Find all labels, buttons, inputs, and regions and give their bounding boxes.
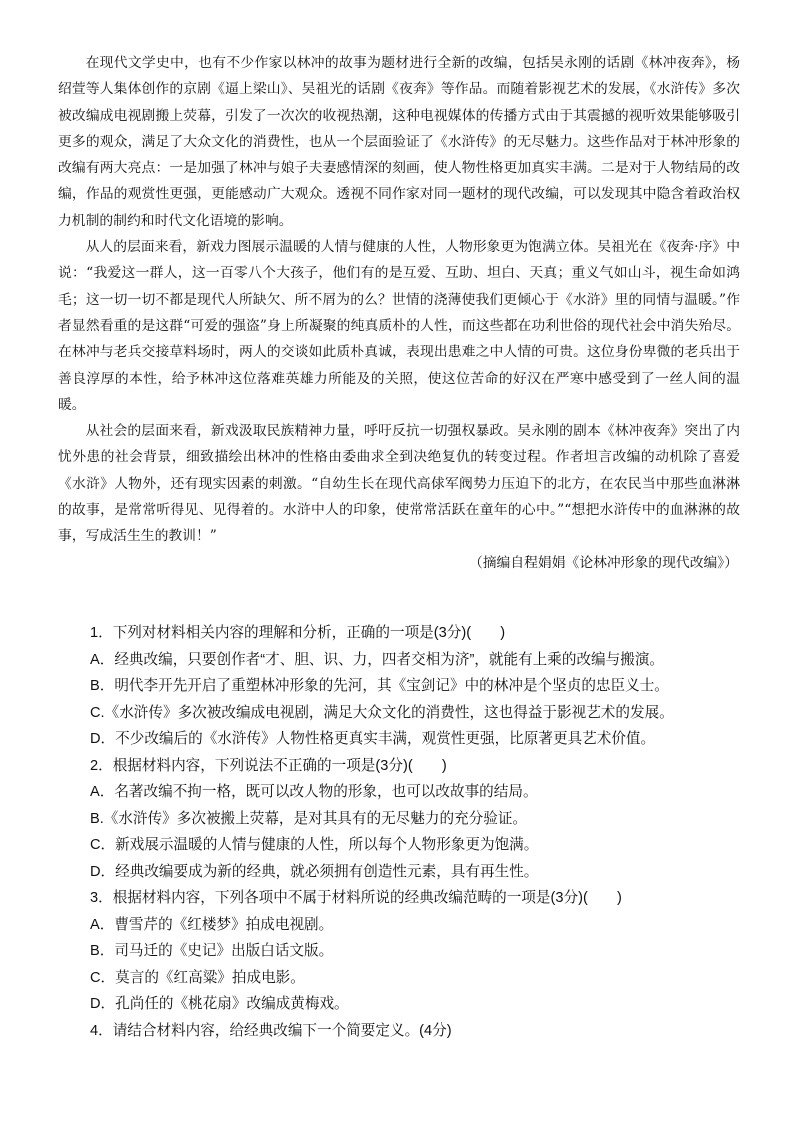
question-1-stem: 1．下列对材料相关内容的理解和分析，正确的一项是(3分)( ) [90,625,506,641]
question-1-option-d: D．不少改编后的《水浒传》人物性格更真实丰满，观赏性更强，比原著更具艺术价值。 [90,731,656,747]
question-3-option-a: A．曹雪芹的《红楼梦》拍成电视剧。 [90,916,334,933]
question-3-stem: 3．根据材料内容，下列各项中不属于材料所说的经典改编范畴的一项是(3分)( ) [90,890,622,906]
passage-paragraph-3: 从社会的层面来看，新戏汲取民族精神力量，呼吁反抗一切强权暴政。吴永刚的剧本《林冲夜奔》突出了内忧外患的社会背景，细致描绘出林冲的性格由委曲求全到决绝复仇的转变过程。作者坦言改编的动机除了喜爱《水浒》人物外，还有现实因素的刺激。“自幼生长在现代高俅军阀势力压迫下的北方，在农民当中那些血淋淋的故事，是常常听得见、见得着的。水浒中人的印象，使常常活跃在童年的心中。”“想把水浒传中的血淋淋的故事，写成活生生的教训！” [58,423,740,545]
question-2-stem: 2．根据材料内容，下列说法不正确的一项是(3分)( ) [90,757,447,774]
question-1-option-a: A．经典改编，只要创作者“才、胆、识、力，四者交相为济”，就能有上乘的改编与搬演。 [90,651,665,668]
question-2-option-c: C．新戏展示温暖的人情与健康的人性，所以每个人物形象更为饱满。 [90,837,539,853]
question-2-option-a: A．名著改编不拘一格，既可以改人物的形象，也可以改故事的结局。 [90,784,538,800]
question-3-option-c: C．莫言的《红高粱》拍成电影。 [90,969,305,986]
reading-passage [58,50,740,576]
question-3-option-d: D．孔尚任的《桃花扇》改编成黄梅戏。 [90,996,349,1012]
question-1-option-c: C.《水浒传》多次被改编成电视剧，满足大众文化的消费性，这也得益于影视艺术的发展。 [90,704,674,721]
question-2-option-b: B.《水浒传》多次被搬上荧幕，是对其具有的无尽魅力的充分验证。 [90,810,528,827]
question-4-stem: 4．请结合材料内容，给经典改编下一个简要定义。(4分) [90,1022,452,1039]
question-list [90,620,740,1044]
question-3-option-b: B．司马迁的《史记》出版白话文版。 [90,943,334,959]
passage-source: （摘编自程娟娟《论林冲形象的现代改编》） [468,554,738,571]
passage-paragraph-1: 在现代文学史中，也有不少作家以林冲的故事为题材进行全新的改编，包括吴永刚的话剧《林冲夜奔》，杨绍萱等人集体创作的京剧《逼上梁山》、吴祖光的话剧《夜奔》等作品。而随着影视艺术的发展，《水浒传》多次被改编成电视剧搬上荧幕，引发了一次次的收视热潮，这种电视媒体的传播方式由于其震撼的视听效果能够吸引更多的观众，满足了大众文化的消费性，也从一个层面验证了《水浒传》的无尽魅力。这些作品对于林冲形象的改编有两大亮点：一是加强了林冲与娘子夫妻感情深的刻画，使人物性格更加真实丰满。二是对于人物结局的改编，作品的观赏性更强，更能感动广大观众。透视不同作家对同一题材的现代改编，可以发现其中隐含着政治权力机制的制约和时代文化语境的影响。 [58,55,740,229]
question-1-option-b: B．明代李开先开启了重塑林冲形象的先河，其《宝剑记》中的林冲是个坚贞的忠臣义士。 [90,678,669,694]
passage-paragraph-2: 从人的层面来看，新戏力图展示温暖的人情与健康的人性，人物形象更为饱满立体。吴祖光在《夜奔·序》中说：“我爱这一群人，这一百零八个大孩子，他们有的是互爱、互助、坦白、天真；重义气如山斗，视生命如鸿毛；这一切一切不都是现代人所缺欠、所不屑为的么？世情的浇薄使我们更倾心于《水浒》里的同情与温暖。”作者显然看重的是这群“可爱的强盗”身上所凝聚的纯真质朴的人性，而这些都在功利世俗的现代社会中消失殆尽。在林冲与老兵交接草料场时，两人的交谈如此质朴真诚，表现出患难之中人情的可贵。这位身份卑微的老兵出于善良淳厚的本性，给予林冲这位落难英雄力所能及的关照，使这位苦命的好汉在严寒中感受到了一丝人间的温暖。 [58,239,740,413]
question-2-option-d: D．经典改编要成为新的经典，就必须拥有创造性元素，具有再生性。 [90,863,539,880]
